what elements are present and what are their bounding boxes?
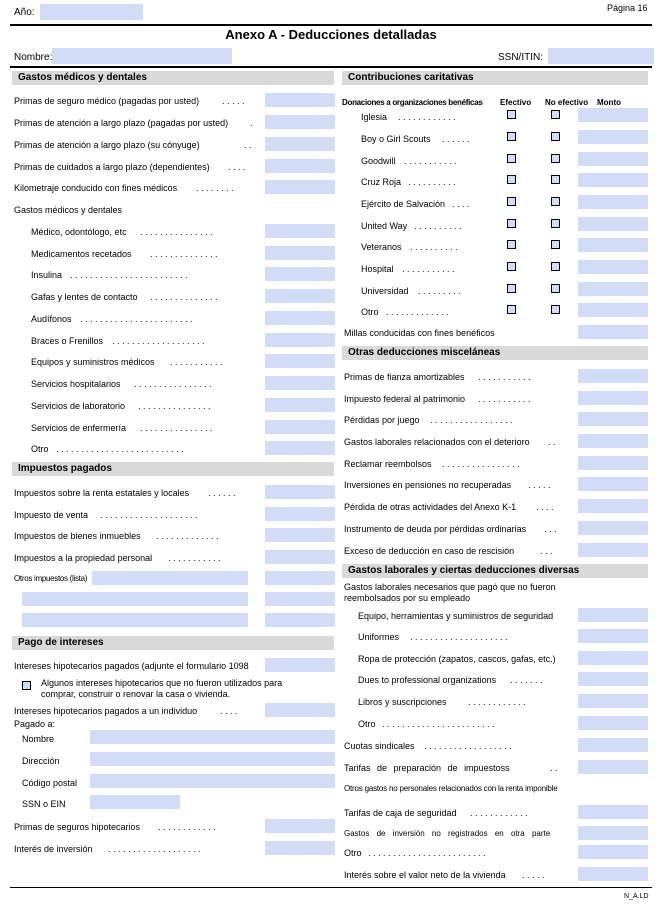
- medical-subitem-field[interactable]: [265, 376, 335, 390]
- employee-subitem-field[interactable]: [578, 716, 648, 730]
- medical-item-label: Primas de atención a largo plazo (su cónyuge): [14, 140, 200, 150]
- individual-interest-field[interactable]: [265, 703, 335, 717]
- taxpayer-ssn-field[interactable]: [548, 48, 654, 64]
- other-tax-description-field[interactable]: [92, 571, 248, 585]
- charity-cash-checkbox[interactable]: [507, 305, 516, 314]
- employee-item-field[interactable]: [578, 867, 648, 881]
- medical-subitem-label: Audífonos: [31, 314, 72, 324]
- charity-cash-checkbox[interactable]: [507, 132, 516, 141]
- medical-subitem-field[interactable]: [265, 311, 335, 325]
- payee-ssn-field[interactable]: [90, 795, 180, 809]
- interest-section-title: Pago de intereses: [18, 637, 104, 648]
- medical-subitem-label: Equipos y suministros médicos: [31, 357, 155, 367]
- charity-org-label: Iglesia: [361, 112, 388, 122]
- misc-amount-field[interactable]: [578, 543, 648, 557]
- medical-subitem-field[interactable]: [265, 398, 335, 412]
- payee-name-field[interactable]: [90, 730, 335, 744]
- paid-to-label: Pagado a:: [14, 719, 56, 729]
- medical-subitem-field[interactable]: [265, 289, 335, 303]
- charity-miles-label: Millas conducidas con fines benéficos: [344, 328, 495, 338]
- charity-amount-field[interactable]: [578, 303, 648, 317]
- charity-amount-field[interactable]: [578, 173, 648, 187]
- charity-miles-field[interactable]: [578, 325, 648, 339]
- mortgage-other-use-checkbox[interactable]: [22, 681, 31, 690]
- name-label: Nombre:: [14, 52, 53, 63]
- other-taxes-label: Otros impuestos (lista): [14, 574, 88, 583]
- misc-item-label: Exceso de deducción en caso de rescisión: [344, 546, 515, 556]
- misc-amount-field[interactable]: [578, 521, 648, 535]
- tax-item-label: Impuestos sobre la renta estatales y locales: [14, 488, 190, 498]
- charity-cash-checkbox[interactable]: [507, 262, 516, 271]
- tax-item-label: Impuesto de venta: [14, 510, 89, 520]
- medical-item-label: Primas de atención a largo plazo (pagadas por usted): [14, 118, 229, 128]
- charity-cash-checkbox[interactable]: [507, 154, 516, 163]
- charity-noncash-checkbox[interactable]: [551, 305, 560, 314]
- misc-item-label: Inversiones en pensiones no recuperadas: [344, 480, 512, 490]
- employee-item-label: Cuotas sindicales: [344, 741, 415, 751]
- misc-amount-field[interactable]: [578, 477, 648, 491]
- page-title: Anexo A - Deducciones detalladas: [225, 27, 437, 42]
- charity-noncash-checkbox[interactable]: [551, 197, 560, 206]
- employee-section-title: Gastos laborales y ciertas deducciones diversas: [348, 565, 580, 576]
- medical-amount-field[interactable]: [265, 137, 335, 151]
- employee-item-label: Interés sobre el valor neto de la vivienda: [344, 870, 506, 880]
- year-field[interactable]: [40, 4, 143, 20]
- employee-subitem-label: Otro: [358, 719, 376, 729]
- charity-amount-field[interactable]: [578, 195, 648, 209]
- taxes-section-title: Impuestos pagados: [18, 463, 112, 474]
- employee-subitem-field[interactable]: [578, 608, 648, 622]
- mortgage-premiums-label: Primas de seguros hipotecarios: [14, 822, 141, 832]
- misc-item-label: Impuesto federal al patrimonio: [344, 394, 466, 404]
- charity-noncash-checkbox[interactable]: [551, 219, 560, 228]
- medical-subitem-label: Servicios de enfermería: [31, 423, 127, 433]
- medical-subitem-label: Braces o Frenillos: [31, 336, 104, 346]
- medical-subitem-label: Servicios hospitalarios: [31, 379, 121, 389]
- employee-subitem-field[interactable]: [578, 672, 648, 686]
- mortgage-premiums-field[interactable]: [265, 819, 335, 833]
- tax-item-label: Impuestos a la propiedad personal: [14, 553, 153, 563]
- employee-subitem-field[interactable]: [578, 651, 648, 665]
- tax-amount-field[interactable]: [265, 507, 335, 521]
- other-tax-amount-field[interactable]: [265, 571, 335, 585]
- employee-subitem-label: Dues to professional organizations: [358, 675, 497, 685]
- medical-item-label: Primas de seguro médico (pagadas por usted): [14, 96, 200, 106]
- misc-item-label: Gastos laborales relacionados con el deterioro: [344, 437, 530, 447]
- taxpayer-name-field[interactable]: [52, 48, 232, 64]
- charity-cash-checkbox[interactable]: [507, 197, 516, 206]
- investment-interest-label: Interés de inversión: [14, 844, 93, 854]
- charity-noncash-column-header: No efectivo: [545, 98, 589, 107]
- charity-org-label: Goodwill: [361, 156, 396, 166]
- employee-subitem-field[interactable]: [578, 629, 648, 643]
- employee-intro-text: Gastos laborales necesarios que pagó que no fueron: [344, 582, 556, 592]
- employee-subitem-field[interactable]: [578, 694, 648, 708]
- other-tax-description-field[interactable]: [22, 592, 248, 606]
- charity-org-label: Boy o Girl Scouts: [361, 134, 431, 144]
- misc-item-label: Reclamar reembolsos: [344, 459, 432, 469]
- medical-subitem-field[interactable]: [265, 420, 335, 434]
- charity-org-label: Universidad: [361, 286, 409, 296]
- nonbusiness-expenses-label: Otros gastos no personales relacionados con la renta imponible: [344, 784, 558, 793]
- medical-amount-field[interactable]: [265, 159, 335, 173]
- payee-zip-label: Código postal: [22, 778, 78, 788]
- medical-amount-field[interactable]: [265, 115, 335, 129]
- other-tax-description-field[interactable]: [22, 613, 248, 627]
- charity-cash-checkbox[interactable]: [507, 284, 516, 293]
- form-code: N_A.LD: [624, 893, 649, 900]
- medical-subitem-field[interactable]: [265, 246, 335, 260]
- medical-subitem-label: Médico, odontólogo, etc: [31, 227, 127, 237]
- employee-intro-text: reembolsados por su empleado: [344, 593, 471, 603]
- charity-amount-field[interactable]: [578, 130, 648, 144]
- charity-org-column-header: Donaciones a organizaciones benéficas: [342, 98, 483, 107]
- medical-subitem-label: Otro: [31, 444, 49, 454]
- misc-amount-field[interactable]: [578, 499, 648, 513]
- charity-org-label: Veteranos: [361, 242, 402, 252]
- misc-amount-field[interactable]: [578, 391, 648, 405]
- charity-cash-checkbox[interactable]: [507, 219, 516, 228]
- misc-item-label: Pérdidas por juego: [344, 415, 420, 425]
- ssn-label: SSN/ITIN:: [498, 52, 544, 63]
- employee-item-field[interactable]: [578, 826, 648, 840]
- investment-interest-field[interactable]: [265, 841, 335, 855]
- charity-cash-checkbox[interactable]: [507, 240, 516, 249]
- checkbox-text: Algunos intereses hipotecarios que no fueron utilizados para: [41, 678, 283, 688]
- misc-amount-field[interactable]: [578, 456, 648, 470]
- charity-org-label: Ejército de Salvación: [361, 199, 446, 209]
- charity-section-title: Contribuciones caritativas: [348, 72, 474, 83]
- employee-subitem-label: Uniformes: [358, 632, 400, 642]
- medical-subitem-field[interactable]: [265, 267, 335, 281]
- individual-interest-label: Intereses hipotecarios pagados a un individuo: [14, 706, 198, 716]
- medical-subitem-field[interactable]: [265, 333, 335, 347]
- medical-subitem-field[interactable]: [265, 441, 335, 455]
- payee-address-label: Dirección: [22, 756, 60, 766]
- misc-item-label: Pérdida de otras actividades del Anexo K-1: [344, 502, 517, 512]
- misc-section-title: Otras deducciones misceláneas: [348, 347, 501, 358]
- mortgage-interest-label: Intereses hipotecarios pagados (adjunte el formulario 1098: [14, 661, 249, 671]
- charity-noncash-checkbox[interactable]: [551, 132, 560, 141]
- charity-amount-field[interactable]: [578, 152, 648, 166]
- employee-item-label: Otro: [344, 848, 362, 858]
- tax-amount-field[interactable]: [265, 550, 335, 564]
- tax-item-label: Impuestos de bienes inmuebles: [14, 531, 141, 541]
- employee-item-label: Gastos de inversión no registrados en otra parte: [344, 829, 551, 838]
- other-tax-amount-field[interactable]: [265, 613, 335, 627]
- charity-cash-column-header: Efectivo: [500, 98, 532, 107]
- medical-section-title: Gastos médicos y dentales: [18, 72, 147, 83]
- charity-cash-checkbox[interactable]: [507, 110, 516, 119]
- employee-subitem-label: Ropa de protección (zapatos, cascos, gafas, etc.): [358, 654, 556, 664]
- charity-cash-checkbox[interactable]: [507, 175, 516, 184]
- mortgage-interest-field[interactable]: [265, 658, 335, 672]
- tax-amount-field[interactable]: [265, 485, 335, 499]
- employee-item-field[interactable]: [578, 805, 648, 819]
- employee-subitem-label: Libros y suscripciones: [358, 697, 447, 707]
- charity-org-label: United Way: [361, 221, 408, 231]
- misc-item-label: Instrumento de deuda por pérdidas ordinarias: [344, 524, 527, 534]
- charity-amount-field[interactable]: [578, 238, 648, 252]
- charity-noncash-checkbox[interactable]: [551, 262, 560, 271]
- misc-amount-field[interactable]: [578, 369, 648, 383]
- medical-subitem-label: Gafas y lentes de contacto: [31, 292, 138, 302]
- medical-item-label: Kilometraje conducido con fines médicos: [14, 183, 178, 193]
- page-number: Página 16: [607, 3, 648, 13]
- medical-amount-field[interactable]: [265, 180, 335, 194]
- charity-amount-column-header: Monto: [597, 98, 621, 107]
- charity-amount-field[interactable]: [578, 217, 648, 231]
- medical-subitem-label: Servicios de laboratorio: [31, 401, 126, 411]
- charity-org-label: Hospital: [361, 264, 394, 274]
- tax-amount-field[interactable]: [265, 528, 335, 542]
- medical-amount-field[interactable]: [265, 93, 335, 107]
- checkbox-text: comprar, construir o renovar la casa o vivienda.: [41, 689, 231, 699]
- misc-amount-field[interactable]: [578, 412, 648, 426]
- misc-amount-field[interactable]: [578, 434, 648, 448]
- employee-item-label: Tarifas de caja de seguridad: [344, 808, 457, 818]
- medical-item-label: Primas de cuidados a largo plazo (dependientes): [14, 162, 210, 172]
- medical-subitem-label: Medicamentos recetados: [31, 249, 132, 259]
- year-label: Año:: [14, 7, 35, 18]
- employee-item-label: Tarifas de preparación de impuestoss: [344, 763, 510, 773]
- charity-amount-field[interactable]: [578, 108, 648, 122]
- payee-name-label: Nombre: [22, 734, 55, 744]
- employee-item-field[interactable]: [578, 760, 648, 774]
- medical-subitem-field[interactable]: [265, 224, 335, 238]
- employee-item-field[interactable]: [578, 845, 648, 859]
- payee-address-field[interactable]: [90, 752, 335, 766]
- medical-subitem-label: Insulina: [31, 270, 63, 280]
- other-tax-amount-field[interactable]: [265, 592, 335, 606]
- charity-amount-field[interactable]: [578, 282, 648, 296]
- employee-subitem-label: Equipo, herramientas y suministros de seguridad: [358, 611, 554, 621]
- employee-item-field[interactable]: [578, 738, 648, 752]
- charity-noncash-checkbox[interactable]: [551, 110, 560, 119]
- payee-ssn-label: SSN o EIN: [22, 799, 66, 809]
- charity-noncash-checkbox[interactable]: [551, 284, 560, 293]
- charity-org-label: Otro: [361, 307, 379, 317]
- payee-zip-field[interactable]: [90, 774, 335, 788]
- medical-subitem-field[interactable]: [265, 354, 335, 368]
- misc-item-label: Primas de fianza amortizables: [344, 372, 465, 382]
- charity-amount-field[interactable]: [578, 260, 648, 274]
- charity-noncash-checkbox[interactable]: [551, 154, 560, 163]
- medical-subheading: Gastos médicos y dentales: [14, 205, 123, 215]
- charity-org-label: Cruz Roja: [361, 177, 402, 187]
- charity-noncash-checkbox[interactable]: [551, 240, 560, 249]
- charity-noncash-checkbox[interactable]: [551, 175, 560, 184]
